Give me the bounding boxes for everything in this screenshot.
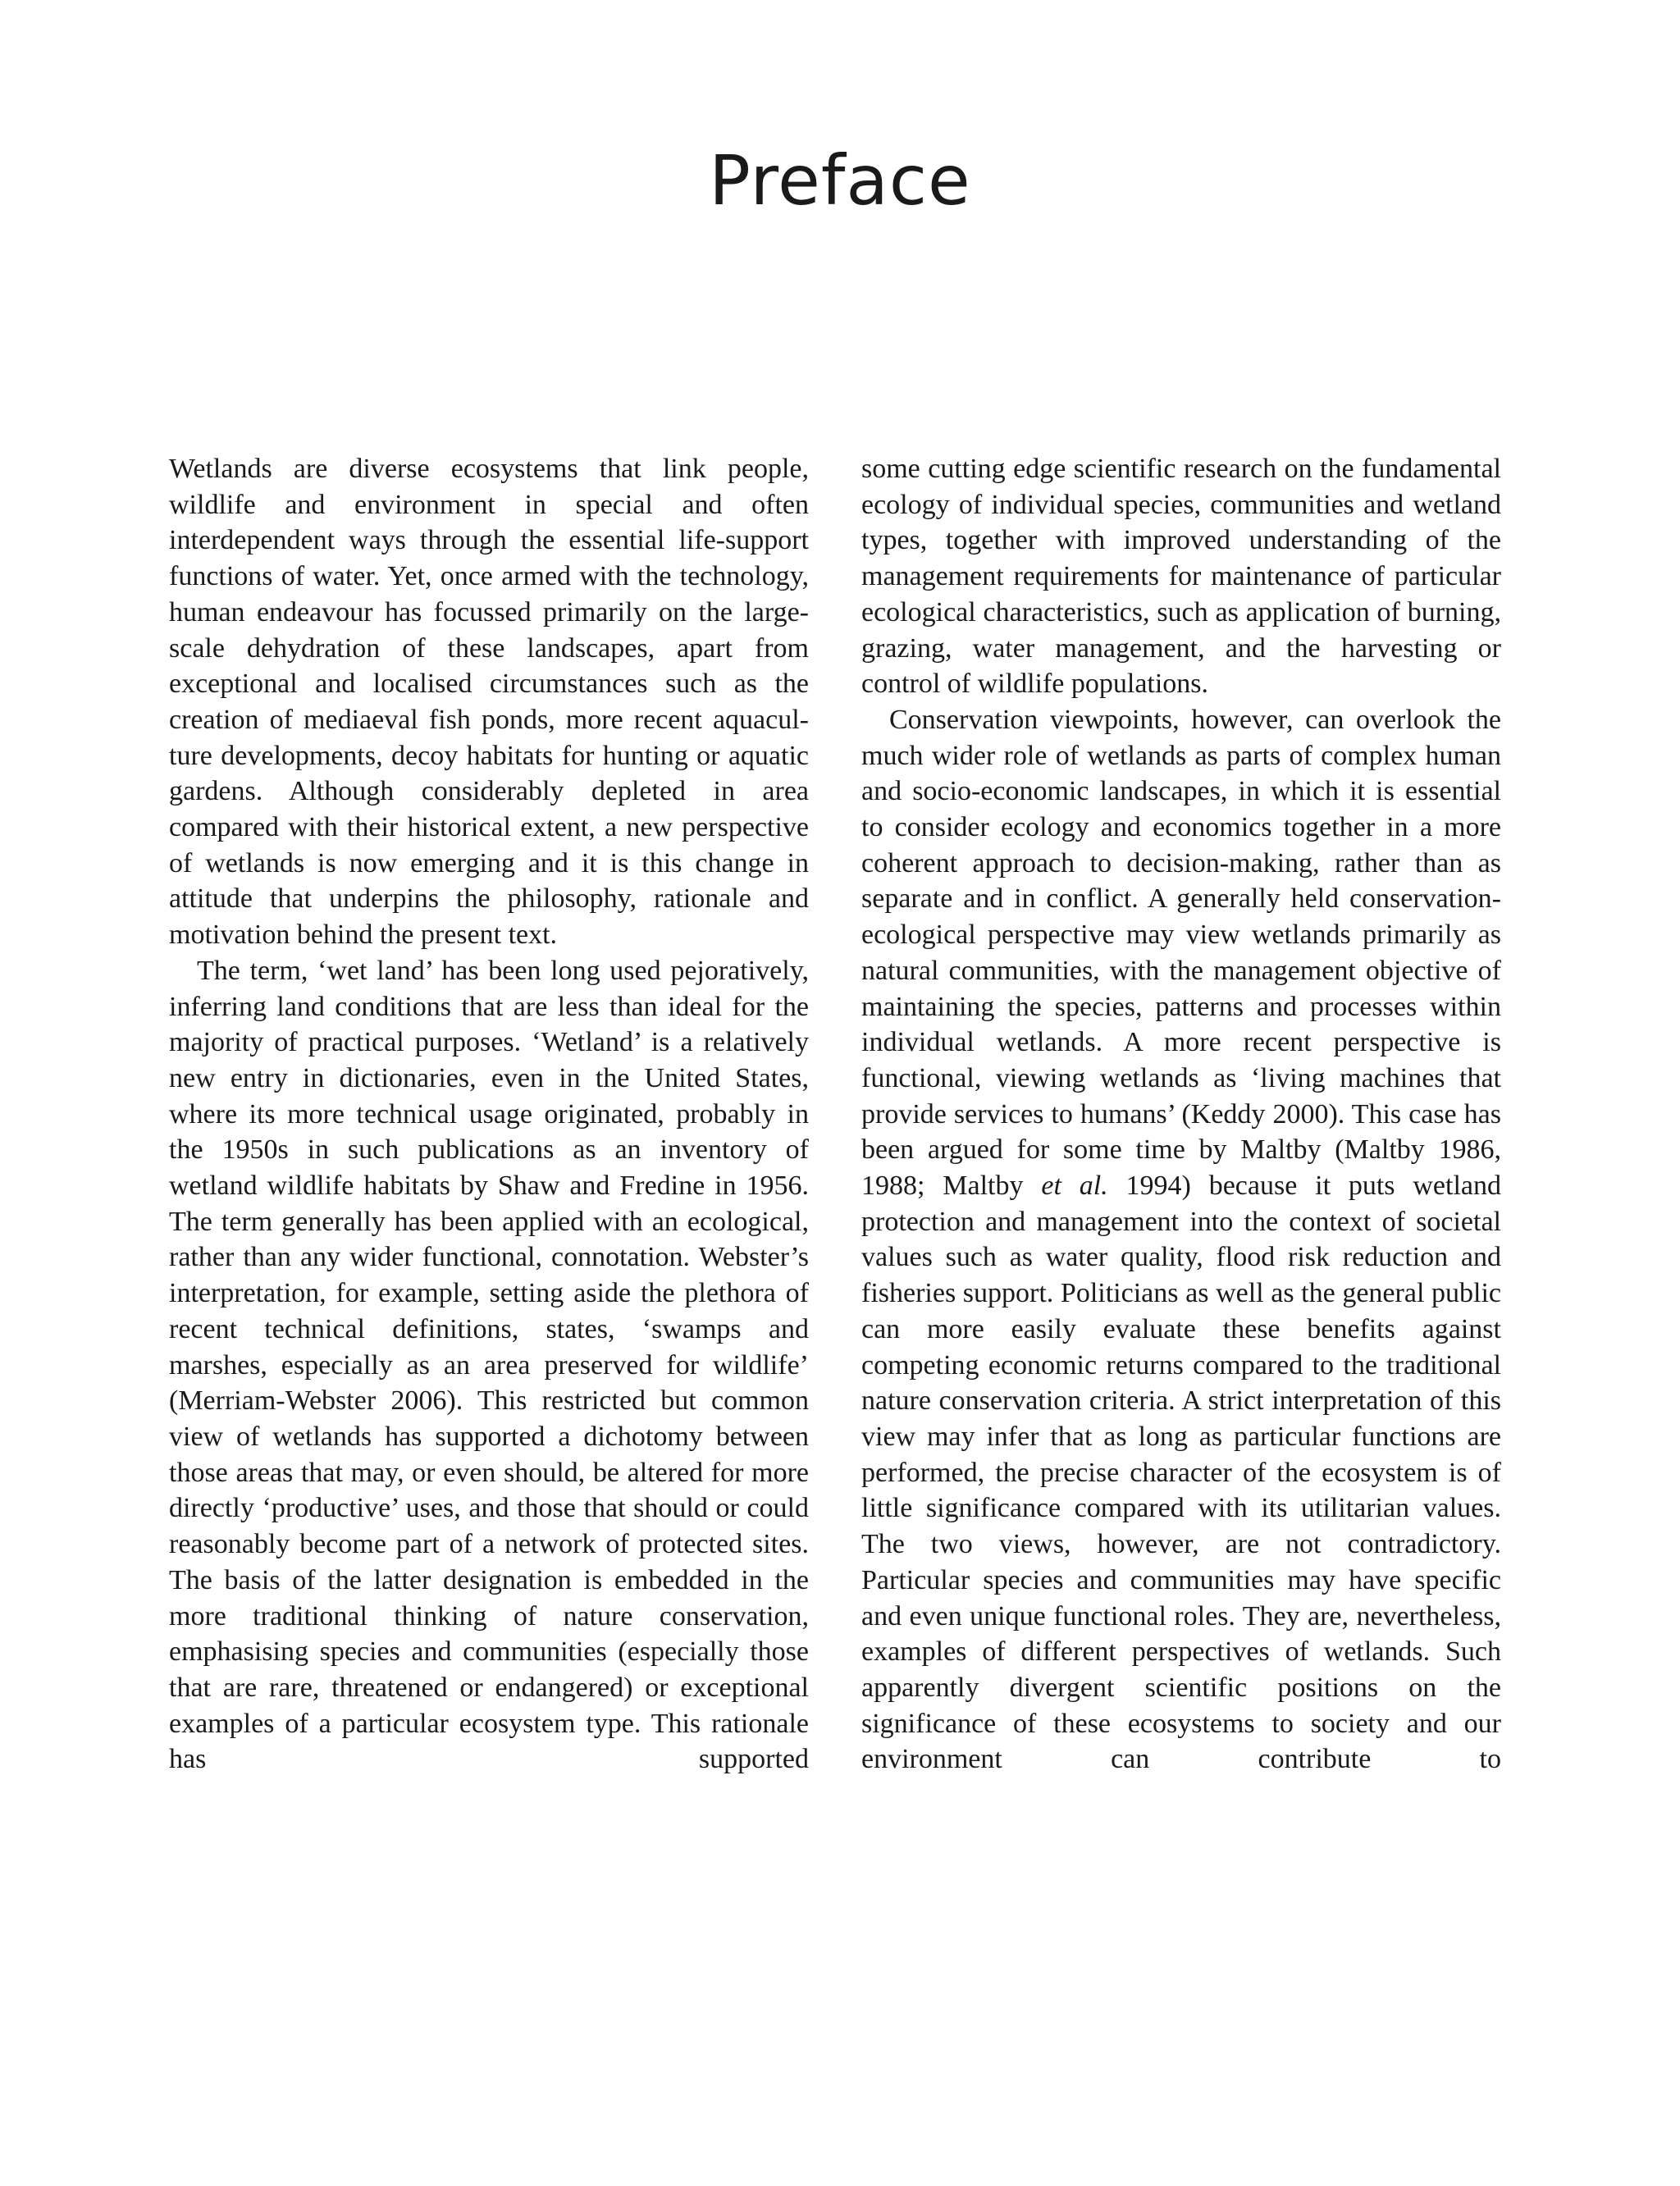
et-al-italic: et al. — [1041, 1171, 1108, 1202]
paragraph-text-part-1: Conservation viewpoints, however, can overlook the much wider role of wetlands as parts of complex human and socio-economic landscapes, in which it is essential to consider ecology and economics together in a more coherent approach to decision-making, rather than as separate and in conflict. A generally held conservation-ecological perspective may view wetlands primarily as natural communities, with the management objective of maintaining the species, patterns and processes within individual wetlands. A more recent perspective is functional, viewing wetlands as ‘living machines that provide services to humans’ (Keddy 2000). This case has been argued for some time by Maltby (Maltby 1986, 1988; Maltby — [861, 704, 1501, 1202]
paragraph-intro: Wetlands are diverse ecosystems that link people, wildlife and environment in special and often interdependent ways through the essential life-support functions of water. Yet, once armed with the technology, human endeavour has focussed primarily on the large-scale dehydration of these landscapes, apart from exceptional and localised circumstances such as the creation of mediaeval fish ponds, more recent aquaculture developments, decoy habitats for hunting or aquatic gardens. Although considerably depleted in area compared with their historical extent, a new perspective of wetlands is now emerging and it is this change in attitude that underpins the philosophy, rationale and motivation behind the present text. — [169, 454, 809, 951]
paragraph-text-part-2: 1994) because it puts wetland protection and management into the context of societal values such as water quality, flood risk reduction and fisheries support. Politicians as well as the general public can more easily evaluate these benefits against competing economic returns compared to the traditional nature conservation criteria. A strict interpretation of this view may infer that as long as particular functions are performed, the precise character of the ecosystem is of little significance compared with its utilitarian values. The two views, however, are not contradictory. Particular species and communities may have specific and even unique functional roles. They are, nevertheless, examples of different perspectives of wetlands. Such apparently divergent scientific positions on the significance of these ecosystems to society and our environment can contribute to — [861, 1171, 1502, 1775]
page-title: Preface — [709, 140, 971, 221]
paragraph-conservation-viewpoints — [861, 702, 1501, 1778]
paragraph-wet-land-term: The term, ‘wet land’ has been long used pejoratively, inferring land conditions that are less than ideal for the majority of practical purposes. ‘Wetland’ is a relatively new entry in dictionaries, even in the United States, where its more technical usage originated, probably in the 1950s in such publications as an inventory of wetland wildlife habitats by Shaw and Fredine in 1956. The term generally has been applied with an ecological, rather than any wider functional, connotation. Webster’s interpretation, for example, setting aside the plethora of recent technical definitions, states, ‘swamps and marshes, especially as an area preserved for wildlife’ (Merriam-Webster 2006). This restricted but common view of wetlands has supported a dichotomy between those areas that may, or even should, be altered for more directly ‘productive’ uses, and those that should or could reasonably become part of a network of protected sites. The basis of the latter designation is embedded in the more traditional thinking of nature conservation, emphasising species and communities (especially those that are rare, threatened or endangered) or exceptional examples of a particular ecosystem type. This rationale has supported — [169, 955, 809, 1775]
paragraph-continued-research: some cutting edge scientific research on the fundamental ecology of individual species, communities and wetland types, together with improved understanding of the management requirements for maintenance of particular ecological characteristics, such as application of burning, grazing, water management, and the harvesting or control of wildlife populations. — [861, 454, 1501, 700]
left-column — [169, 451, 809, 1778]
right-column — [861, 451, 1501, 1778]
